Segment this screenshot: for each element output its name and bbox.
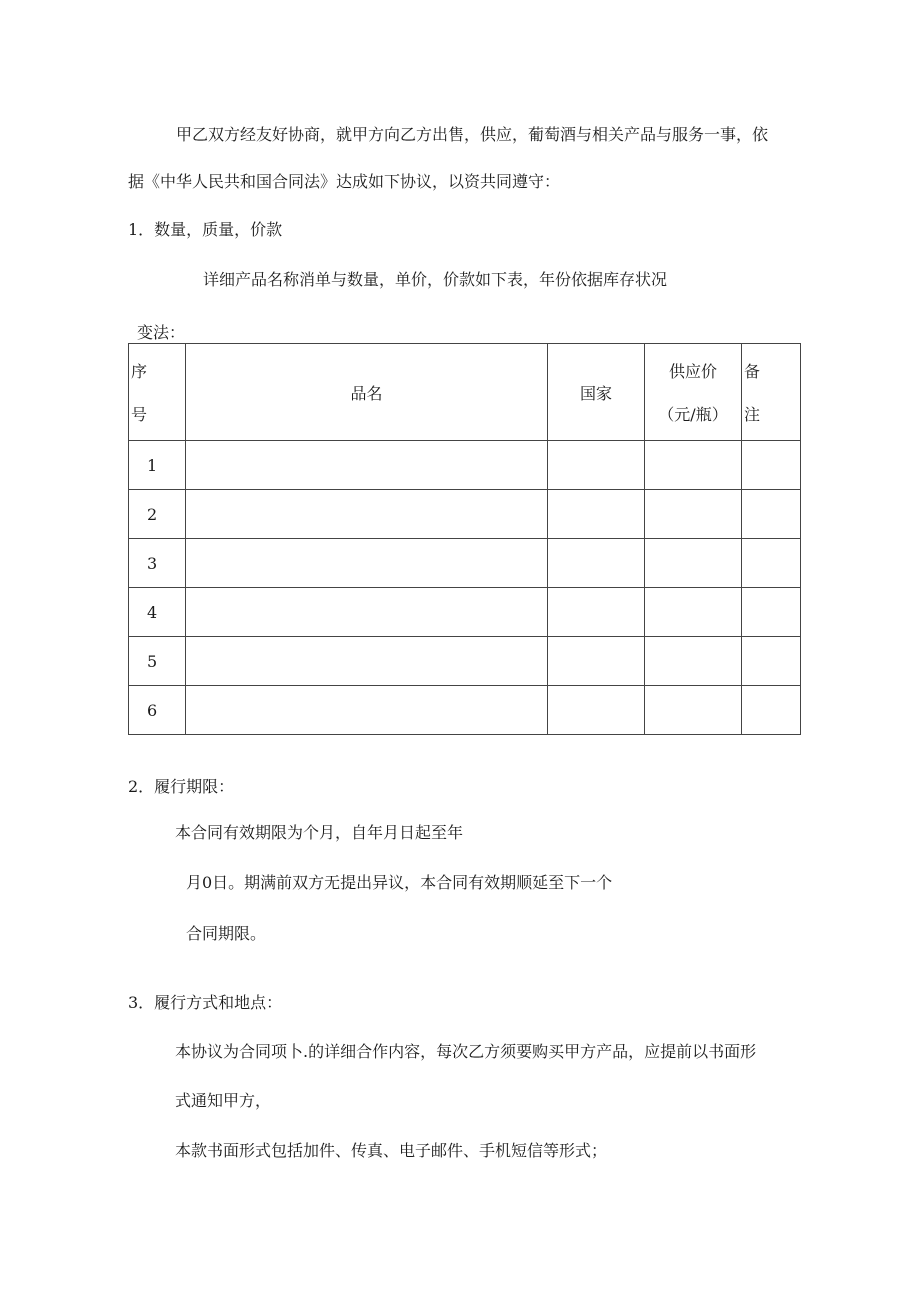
section-1-title: 1．数量，质量，价款 xyxy=(128,220,283,239)
table-header-row xyxy=(129,344,801,441)
header-note-line-2: 注 xyxy=(744,405,761,424)
cell-price xyxy=(645,441,742,490)
cell-note xyxy=(742,539,801,588)
section-3-line-1: 本协议为合同项卜.的详细合作内容，每次乙方须要购买甲方产品，应提前以书面形 xyxy=(175,1042,757,1061)
cell-seq: 6 xyxy=(129,686,186,735)
section-3-title: 3．履行方式和地点： xyxy=(128,993,283,1012)
header-price-line-1: 供应价 xyxy=(668,362,717,381)
header-price xyxy=(645,344,742,441)
section-2-line-2: 月0日。期满前双方无提出异议，本合同有效期顺延至下一个 xyxy=(186,873,613,892)
table-row xyxy=(129,637,801,686)
cell-country xyxy=(548,637,645,686)
cell-price xyxy=(645,686,742,735)
cell-seq: 4 xyxy=(129,588,186,637)
section-1-desc-line-2: 变法： xyxy=(137,323,186,342)
cell-name xyxy=(186,490,548,539)
header-seq-line-2: 号 xyxy=(131,405,148,424)
section-2-line-1: 本合同有效期限为个月，自年月日起至年 xyxy=(175,823,464,842)
cell-country xyxy=(548,490,645,539)
cell-note xyxy=(742,637,801,686)
cell-name xyxy=(186,539,548,588)
cell-name xyxy=(186,686,548,735)
intro-line-1: 甲乙双方经友好协商，就甲方向乙方出售，供应，葡萄酒与相关产品与服务一事，依 xyxy=(176,125,769,144)
cell-price xyxy=(645,539,742,588)
section-3-line-3: 本款书面形式包括加件、传真、电子邮件、手机短信等形式； xyxy=(175,1141,608,1160)
cell-price xyxy=(645,637,742,686)
product-table xyxy=(128,343,801,735)
section-1-desc-line-1: 详细产品名称消单与数量，单价，价款如下表，年份依据库存状况 xyxy=(203,270,668,289)
header-seq-line-1: 序 xyxy=(131,362,148,381)
table-row xyxy=(129,539,801,588)
header-name: 品名 xyxy=(186,344,548,441)
cell-name xyxy=(186,441,548,490)
cell-seq: 5 xyxy=(129,637,186,686)
cell-price xyxy=(645,588,742,637)
cell-country xyxy=(548,441,645,490)
cell-seq: 1 xyxy=(129,441,186,490)
cell-note xyxy=(742,441,801,490)
table-row xyxy=(129,441,801,490)
table-row xyxy=(129,686,801,735)
section-2-line-3: 合同期限。 xyxy=(186,924,267,943)
header-seq xyxy=(129,344,186,441)
intro-line-2: 据《中华人民共和国合同法》达成如下协议，以资共同遵守： xyxy=(128,172,561,191)
section-3-line-2: 式通知甲方， xyxy=(175,1091,272,1110)
cell-note xyxy=(742,588,801,637)
cell-price xyxy=(645,490,742,539)
cell-name xyxy=(186,637,548,686)
cell-country xyxy=(548,539,645,588)
header-price-line-2: （元/瓶） xyxy=(658,405,728,424)
header-note-line-1: 备 xyxy=(744,362,761,381)
header-note xyxy=(742,344,801,441)
cell-note xyxy=(742,686,801,735)
cell-name xyxy=(186,588,548,637)
table-row xyxy=(129,490,801,539)
cell-country xyxy=(548,686,645,735)
header-country: 国家 xyxy=(548,344,645,441)
section-2-title: 2．履行期限： xyxy=(128,777,235,796)
cell-seq: 3 xyxy=(129,539,186,588)
table-row xyxy=(129,588,801,637)
cell-country xyxy=(548,588,645,637)
cell-seq: 2 xyxy=(129,490,186,539)
cell-note xyxy=(742,490,801,539)
